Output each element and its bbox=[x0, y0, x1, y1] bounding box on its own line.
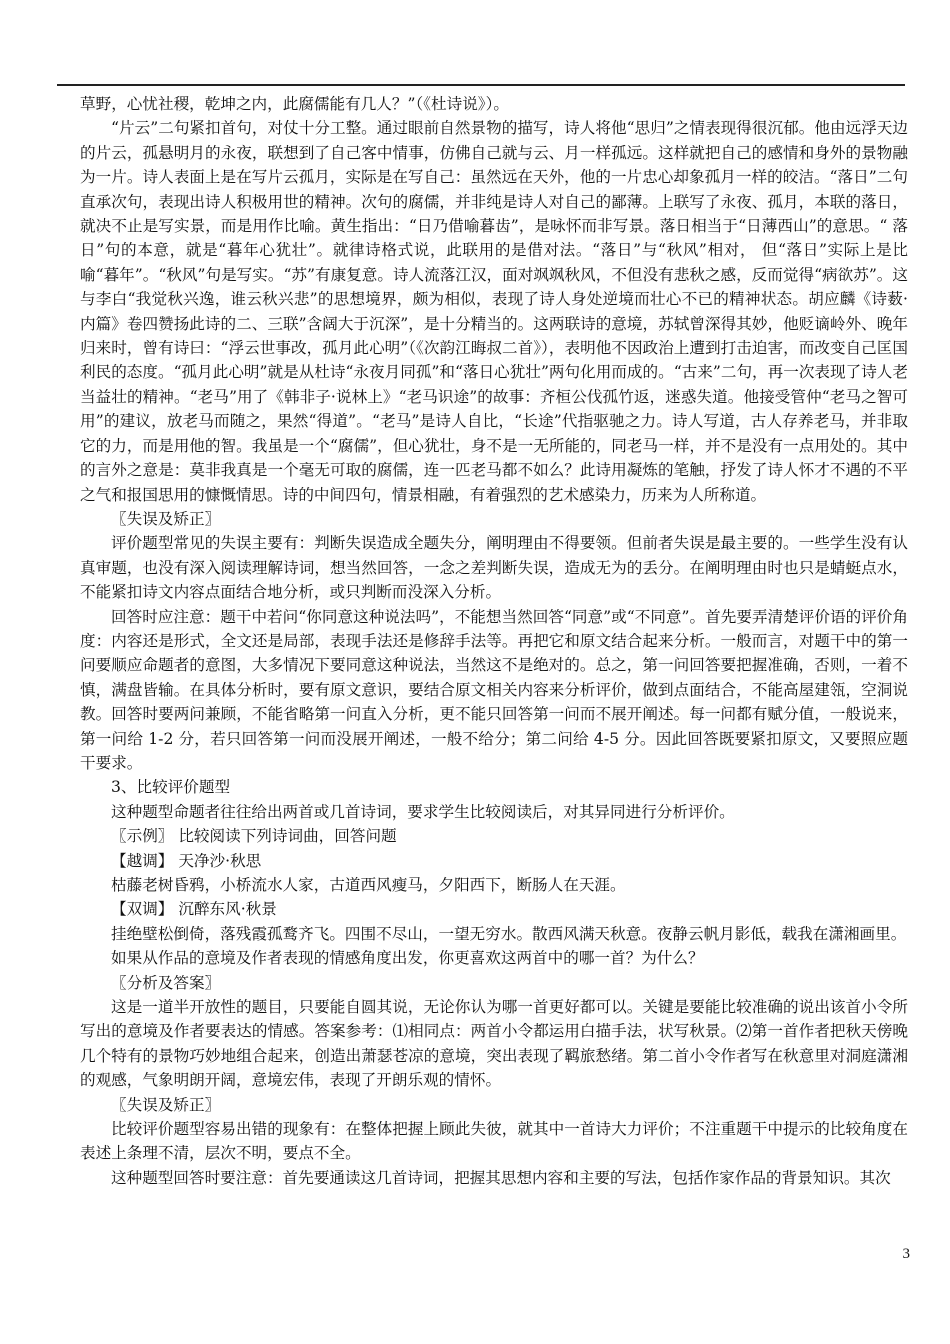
poem-text-2: 挂绝壁松倒倚，落残霞孤鹜齐飞。四围不尽山，一望无穷水。散西风满天秋意。夜静云帆月影低，载我在潇湘画里。 bbox=[111, 924, 907, 943]
paragraph-comparison-intro: 这种题型命题者往往给出两首或几首诗词，要求学生比较阅读后，对其异同进行分析评价。 bbox=[111, 802, 735, 821]
question-text: 如果从作品的意境及作者表现的情感角度出发，你更喜欢这两首中的哪一首？为什么？ bbox=[111, 949, 704, 968]
heading-example: 〖示例〗 比较阅读下列诗词曲，回答问题 bbox=[111, 827, 397, 846]
paragraph-comparison-errors: 比较评价题型容易出错的现象有：在整体把握上顾此失彼，就其中一首诗大力评价；不注重题干中提示的比较角度在表述上条理不清，层次不明，要点不全。 bbox=[80, 1120, 908, 1163]
paragraph-analysis: 这是一道半开放性的题目，只要能自圆其说，无论你认为哪一首更好都可以。关键是要能比较准确的说出该首小令所写出的意境及作者要表达的情感。答案参考：⑴相同点：两首小令都运用白描手法，状写秋景。⑵第一首作者把秋天傍晚几个特有的景物巧妙地组合起来，创造出萧瑟苍凉的意境，突出表现了羁旅愁绪。第二首小令作者写在秋意里对洞庭潇湘的观感，气象明朗开阔，意境宏伟，表现了开朗乐观的情怀。 bbox=[80, 998, 908, 1090]
paragraph-answering-tips: 回答时应注意：题干中若问“你同意这种说法吗”，不能想当然回答“同意”或“不同意”。首先要弄清楚评价语的评价角度：内容还是形式，全文还是局部，表现手法还是修辞手法等。再把它和原文结合起来分析。一般而言，对题干中的第一问要顺应命题者的意图，大多情况下要同意这种说法，当然这不是绝对的。总之，第一问回答要把握准确，否则，一着不慎，满盘皆输。在具体分析时，要有原文意识，要结合原文相关内容来分析评价，做到点面结合，不能高屋建瓴，空洞说教。回答时要两问兼顾，不能省略第一问直入分析，更不能只回答第一问而不展开阐述。每一问都有赋分值，一般说来，第一问给 1-2 分，若只回答第一问而没展开阐述，一般不给分；第二问给 4-5 分。因此回答既要紧扣原文，又要照应题干要求。 bbox=[80, 607, 908, 772]
document-body bbox=[80, 92, 908, 1190]
section-heading-comparison: 3、比较评价题型 bbox=[111, 778, 231, 797]
heading-errors-corrections-2: 〖失误及矫正〗 bbox=[111, 1095, 221, 1114]
paragraph-comparison-tips: 这种题型回答时要注意：首先要通读这几首诗词，把握其思想内容和主要的写法，包括作家作品的背景知识。其次 bbox=[111, 1168, 891, 1187]
heading-errors-corrections: 〖失误及矫正〗 bbox=[111, 509, 221, 528]
poem-title-1: 【越调】 天净沙·秋思 bbox=[111, 851, 262, 870]
paragraph-common-errors: 评价题型常见的失误主要有：判断失误造成全题失分，阐明理由不得要领。但前者失误是最主要的。一些学生没有认真审题，也没有深入阅读理解诗词，想当然回答，一念之差判断失误，造成无为的丢分。在阐明理由时也只是蜻蜓点水，不能紧扣诗文内容点面结合地分析，或只判断而没深入分析。 bbox=[80, 534, 908, 602]
header-rule bbox=[57, 84, 905, 86]
heading-analysis-answer: 〖分析及答案〗 bbox=[111, 973, 221, 992]
poem-text-1: 枯藤老树昏鸦，小桥流水人家，古道西风瘦马，夕阳西下，断肠人在天涯。 bbox=[111, 876, 626, 894]
poem-title-2: 【双调】 沉醉东风·秋景 bbox=[111, 900, 277, 919]
paragraph-continuation: 草野，心忧社稷，乾坤之内，此腐儒能有几人？”（《杜诗说》）。 bbox=[80, 95, 509, 113]
page-number: 3 bbox=[902, 1246, 910, 1262]
paragraph-poem-analysis: “片云”二句紧扣首句，对仗十分工整。通过眼前自然景物的描写，诗人将他“思归”之情表现得很沉郁。他由远浮天边的片云，孤悬明月的永夜，联想到了自己客中情事，仿佛自己就与云、月一样孤远。这样就把自己的感情和身外的景物融为一片。诗人表面上是在写片云孤月，实际是在写自己：虽然远在天外，他的一片忠心却象孤月一样的皎洁。“落日”二句直承次句，表现出诗人积极用世的精神。次句的腐儒，并非纯是诗人对自己的鄙薄。上联写了永夜、孤月，本联的落日，就决不止是写实景，而是用作比喻。黄生指出：“日乃借喻暮齿”，是咏怀而非写景。落日相当于“日薄西山”的意思。“ 落日”句的本意，就是“暮年心犹壮”。就律诗格式说，此联用的是借对法。“落日”与“秋风”相对， 但“落日”实际上是比喻“暮年”。“秋风”句是写实。“苏”有康复意。诗人流落江汉，面对飒飒秋风，不但没有悲秋之感，反而觉得“病欲苏”。这与李白“我觉秋兴逸，谁云秋兴悲”的思想境界，颇为相似，表现了诗人身处逆境而壮心不已的精神状态。胡应麟《诗薮·内篇》卷四赞扬此诗的二、三联”含阔大于沉深”，是十分精当的。这两联诗的意境，苏轼曾深得其妙，他贬谪岭外、晚年归来时，曾有诗曰：“浮云世事改，孤月此心明”（《次韵江晦叔二首》），表明他不因政治上遭到打击迫害，而改变自己匡国利民的态度。“孤月此心明”就是从杜诗“永夜月同孤”和“落日心犹壮”两句化用而成的。“古来”二句，再一次表现了诗人老当益壮的精神。“老马”用了《韩非子·说林上》“老马识途”的故事：齐桓公伐孤竹返，迷惑失道。他接受管仲“老马之智可用”的建议，放老马而随之，果然“得道”。“老马”是诗人自比，“长途”代指驱驰之力。诗人写道，古人存养老马，并非取它的力，而是用他的智。我虽是一个“腐儒”，但心犹壮，身不是一无所能的，同老马一样，并不是没有一点用处的。其中的言外之意是：莫非我真是一个毫无可取的腐儒，连一匹老马都不如么？此诗用凝炼的笔触，抒发了诗人怀才不遇的不平之气和报国思用的慷慨情思。诗的中间四句，情景相融，有着强烈的艺术感染力，历来为人所称道。 bbox=[80, 119, 908, 504]
